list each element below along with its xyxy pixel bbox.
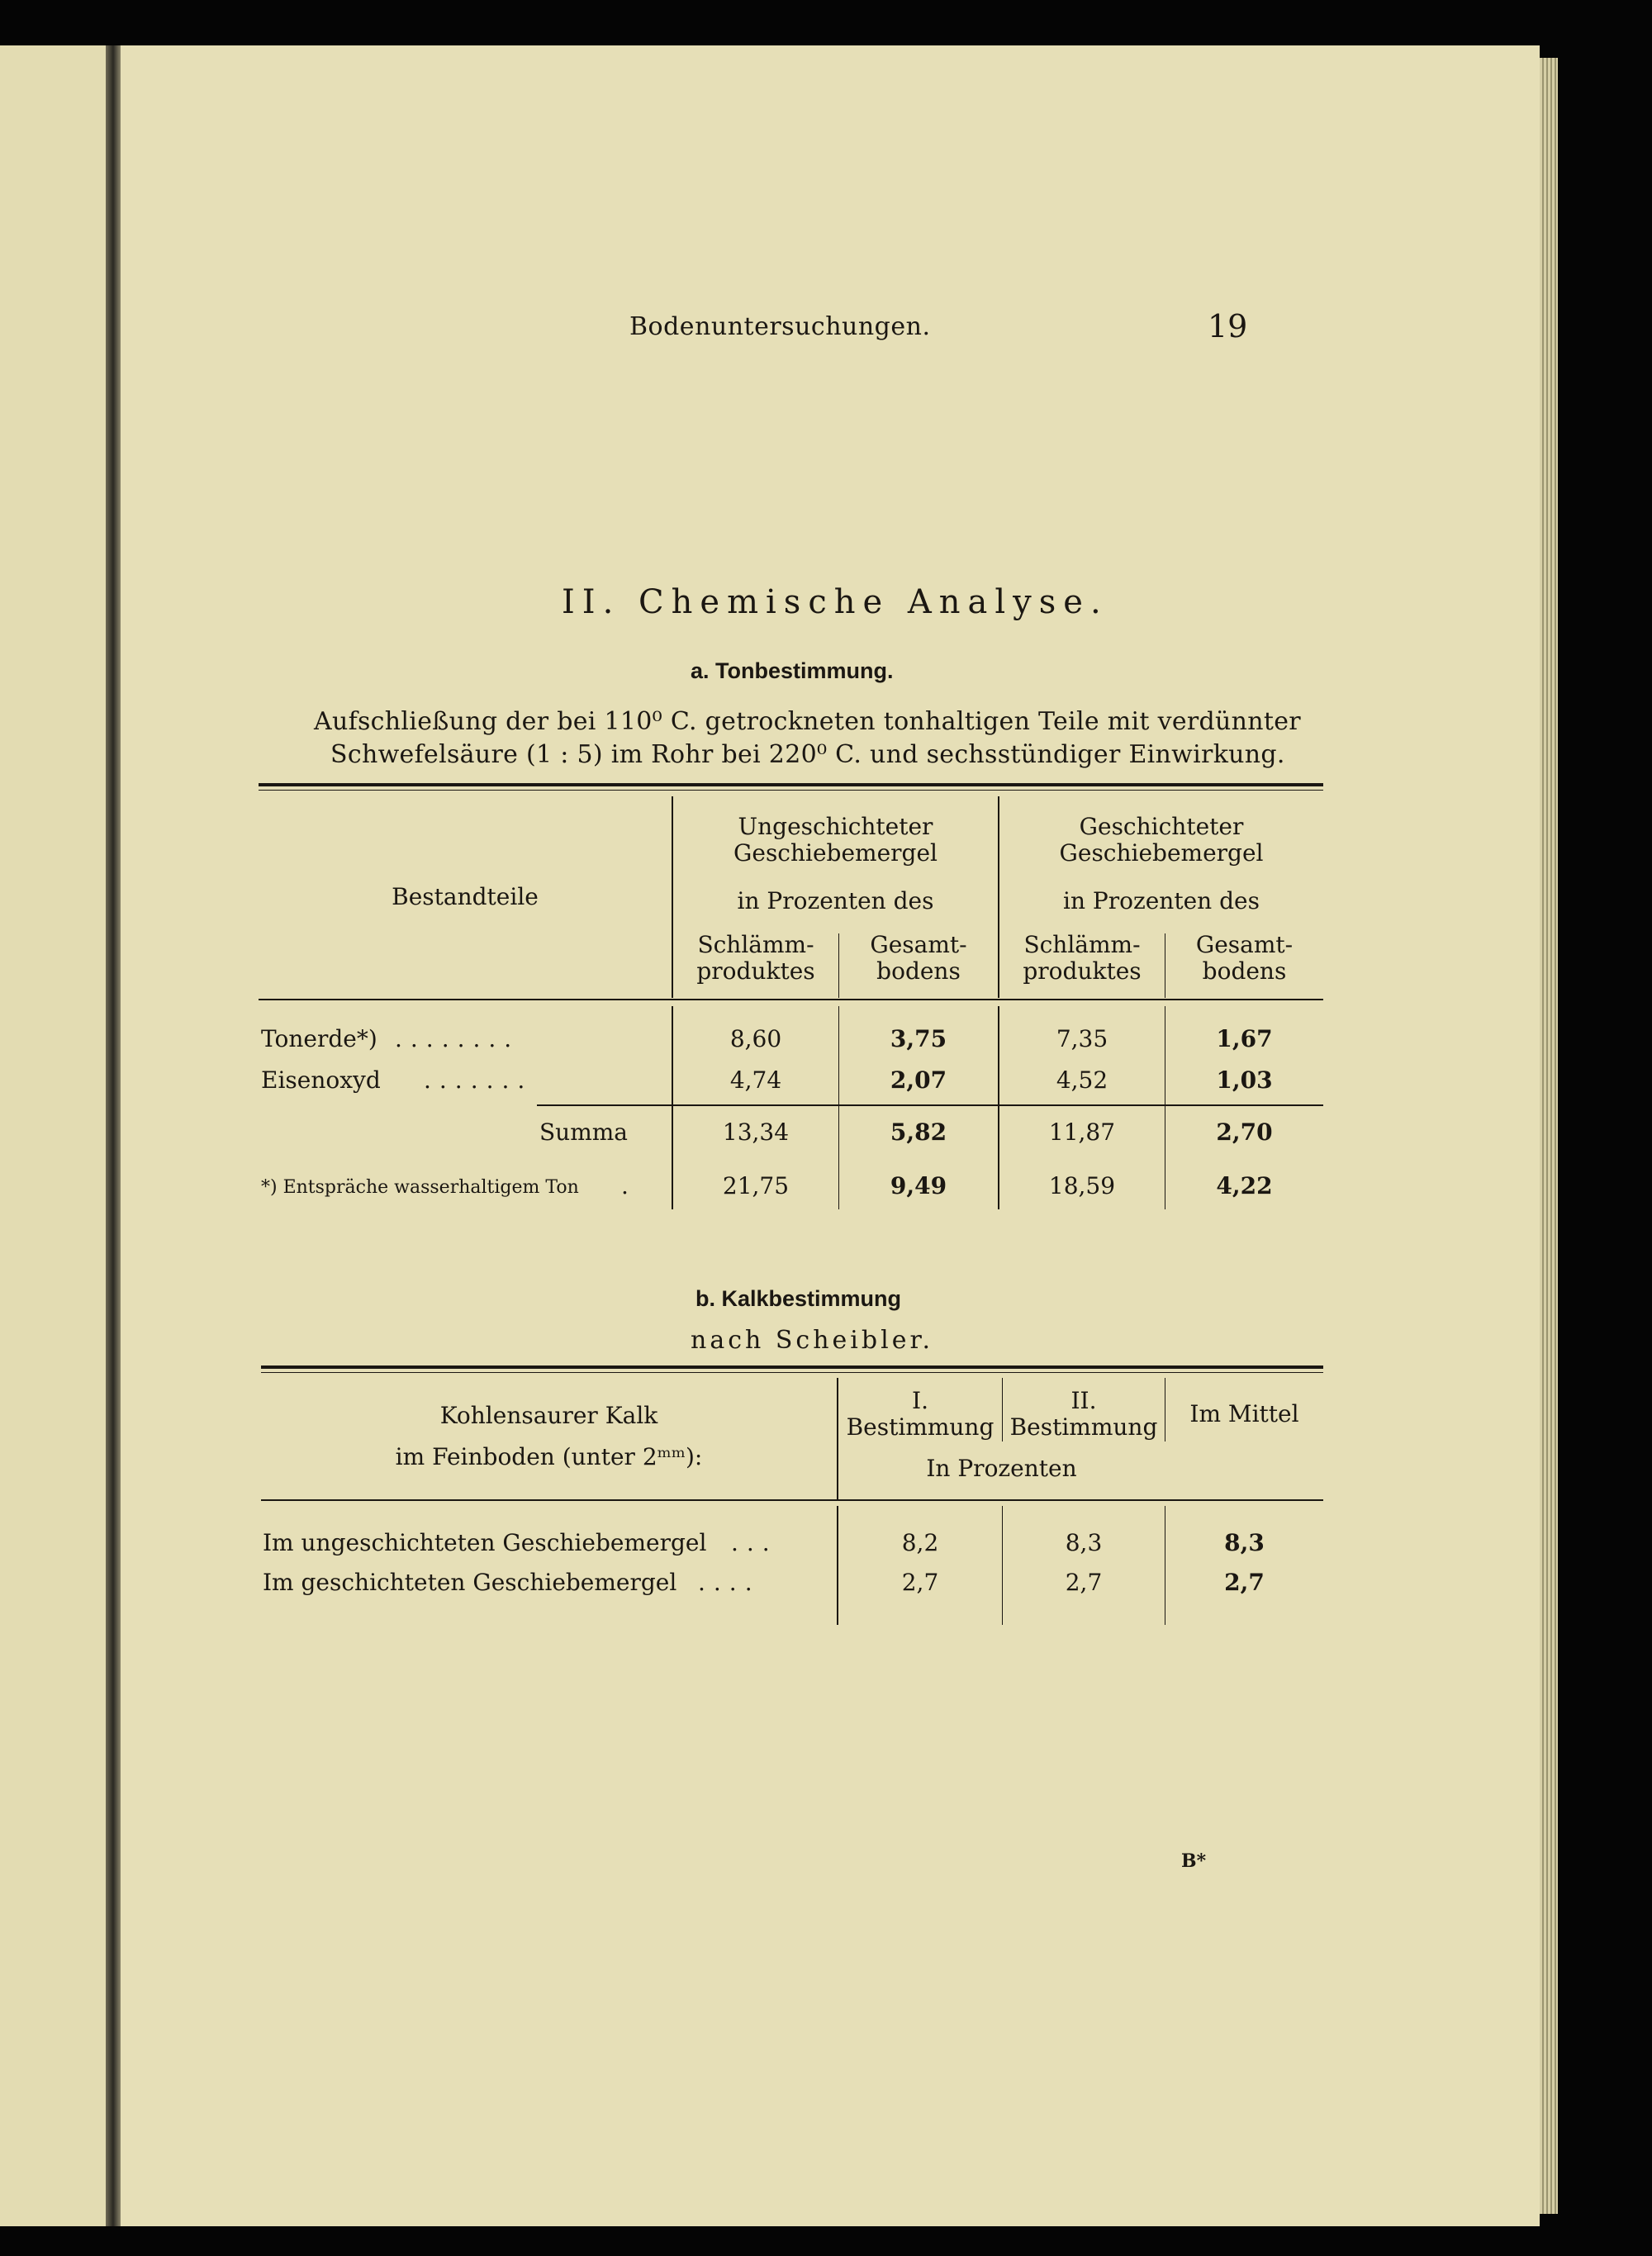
table-row-label: Im geschichteten Geschiebemergel [263,1569,677,1596]
table-row-label: Im ungeschichteten Geschiebemergel [263,1529,707,1556]
col-header-bestimmung-2 [1003,1388,1165,1441]
row-header-label: im Feinboden (unter 2ᵐᵐ): [395,1443,703,1470]
group-line: Geschiebemergel [733,839,938,867]
table-cell: 8,60 [729,1025,782,1052]
table-cell: 13,34 [722,1119,790,1146]
leader-dots: ........ [395,1025,520,1052]
header-line: produktes [1023,957,1142,986]
col-header-gesamt [1165,932,1323,985]
table-cell: 2,70 [1216,1119,1273,1146]
table-cell: 2,7 [1224,1569,1265,1596]
group-line: Geschiebemergel [1059,839,1264,867]
table-cell: 4,74 [729,1066,782,1094]
header-line: bodens [1202,957,1287,986]
group-line: Geschichteter [1079,813,1244,840]
table-top-rule-thin [261,1372,1323,1373]
row-header-label: Kohlensaurer Kalk [439,1402,658,1429]
table-cell: 9,49 [890,1172,947,1199]
col-divider [837,1506,838,1625]
header-rule [259,999,1323,1000]
header-line: Gesamt- [870,931,967,958]
header-line: II. [1070,1387,1097,1414]
section-b-subtitle: nach Scheibler. [691,1326,934,1355]
table-cell: 8,3 [1065,1529,1103,1556]
col-header-gesamt [839,932,998,985]
col-group-geschichtet [999,814,1323,867]
book-gutter [106,45,121,2226]
col-header-bestandteile: Bestandteile [392,883,539,910]
table-row-label: Eisenoxyd [261,1066,381,1094]
table-cell: 2,07 [890,1066,947,1094]
header-line: Bestimmung [846,1413,995,1441]
table-top-rule [259,783,1323,786]
col-header-mittel: Im Mittel [1189,1400,1299,1427]
header-line: Gesamt- [1195,931,1294,958]
col-divider [1002,1506,1003,1625]
header-line: Schlämm- [1023,931,1141,958]
summa-label: Summa [539,1119,628,1146]
page-number: 19 [1208,308,1248,344]
table-cell: 2,7 [1065,1569,1103,1596]
footnote-label: *) Entspräche wasserhaltigem Ton [261,1177,579,1198]
chapter-title: II. Chemische Analyse. [562,583,1108,621]
table-cell: 21,75 [722,1172,790,1199]
col-group-sub: in Prozenten des [737,887,934,914]
header-line: produktes [696,957,815,986]
signature-mark: B* [1181,1850,1207,1872]
table-cell: 8,2 [901,1529,939,1556]
table-cell: 2,7 [901,1569,939,1596]
table-top-rule [261,1365,1323,1369]
table-cell: 7,35 [1056,1025,1108,1052]
page-stack-edge [1540,58,1558,2214]
leader-dots: . [621,1172,629,1199]
facing-page-edge [0,45,106,2226]
header-line: bodens [876,957,961,986]
table-cell: 4,22 [1216,1172,1273,1199]
table-cell: 1,03 [1216,1066,1273,1094]
summa-rule [537,1104,1323,1106]
table-cell: 3,75 [890,1025,947,1052]
table-cell: 5,82 [890,1119,947,1146]
unit-label: In Prozenten [926,1455,1077,1482]
leader-dots: .... [698,1569,761,1596]
header-line: Bestimmung [1009,1413,1158,1441]
col-header-schlaemm [673,932,838,985]
col-group-sub: in Prozenten des [1063,887,1260,914]
section-b-title: b. Kalkbestimmung [695,1286,902,1311]
leader-dots: ... [731,1529,778,1556]
running-head: Bodenuntersuchungen. [629,312,931,341]
table-row-label: Tonerde*) [261,1025,377,1052]
table-cell: 4,52 [1056,1066,1108,1094]
col-group-ungeschichtet [673,814,998,867]
table-cell: 18,59 [1048,1172,1116,1199]
col-header-bestimmung-1 [838,1388,1002,1441]
header-rule [261,1499,1323,1501]
table-cell: 1,67 [1216,1025,1273,1052]
group-line: Ungeschichteter [738,813,933,840]
section-a-title: a. Tonbestimmung. [691,658,894,683]
table-cell: 11,87 [1048,1119,1116,1146]
col-header-schlaemm [999,932,1165,985]
header-line: I. [912,1387,928,1414]
section-a-description-line1: Aufschließung der bei 110⁰ C. getrockneten tonhaltigen Teile mit verdünnter [314,707,1301,736]
section-a-description-line2: Schwefelsäure (1 : 5) im Rohr bei 220⁰ C. und sechsstündiger Einwirkung. [330,740,1285,769]
table-cell: 8,3 [1224,1529,1265,1556]
table-top-rule-thin [259,790,1323,791]
leader-dots: ....... [424,1066,534,1094]
header-line: Schlämm- [697,931,814,958]
